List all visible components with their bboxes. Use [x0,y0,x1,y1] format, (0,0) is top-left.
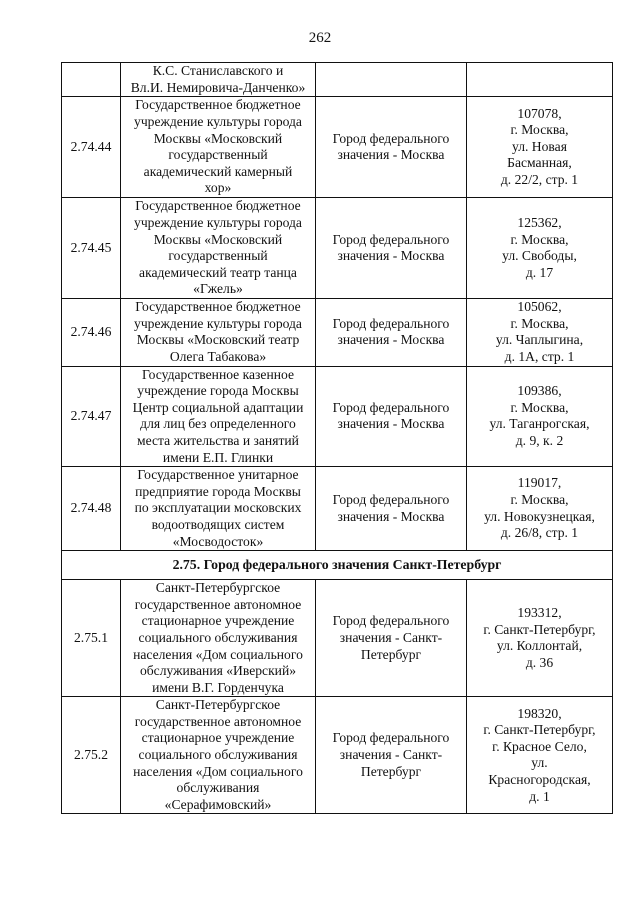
table-row [62,198,613,299]
address-cell: 107078, г. Москва, ул. Новая Басманная, д. 22/2, стр. 1 [467,97,613,198]
organization-name: Государственное бюджетное учреждение культуры города Москвы «Московский государственный академический театр танца «Гжель» [121,198,316,299]
row-number: 2.74.45 [62,198,121,299]
section-heading: 2.75. Город федерального значения Санкт-Петербург [62,551,613,580]
table-row [62,697,613,814]
organization-name: Государственное унитарное предприятие города Москвы по эксплуатации московских водоотводящих систем «Мосводосток» [121,467,316,551]
row-number: 2.74.47 [62,366,121,467]
table-row [62,63,613,97]
row-number: 2.74.48 [62,467,121,551]
organization-name: Государственное бюджетное учреждение культуры города Москвы «Московский государственный академический камерный хор» [121,97,316,198]
region-cell: Город федерального значения - Санкт- Петербург [316,697,467,814]
row-number [62,63,121,97]
address-cell: 105062, г. Москва, ул. Чаплыгина, д. 1А, стр. 1 [467,299,613,366]
organization-name: Санкт-Петербургское государственное автономное стационарное учреждение социального обслуживания населения «Дом социального обслуживания «Иверский» имени В.Г. Горденчука [121,580,316,697]
address-cell: 125362, г. Москва, ул. Свободы, д. 17 [467,198,613,299]
organization-name: К.С. Станиславского и Вл.И. Немировича-Данченко» [121,63,316,97]
address-cell [467,63,613,97]
organizations-table [61,62,613,814]
row-number: 2.75.2 [62,697,121,814]
organization-name: Государственное казенное учреждение города Москвы Центр социальной адаптации для лиц без определенного места жительства и занятий имени Е.П. Глинки [121,366,316,467]
organization-name: Государственное бюджетное учреждение культуры города Москвы «Московский театр Олега Табакова» [121,299,316,366]
address-cell: 109386, г. Москва, ул. Таганрогская, д. 9, к. 2 [467,366,613,467]
page-number: 262 [308,30,332,46]
row-number: 2.75.1 [62,580,121,697]
region-cell [316,63,467,97]
region-cell: Город федерального значения - Москва [316,366,467,467]
section-heading-row [62,551,613,580]
row-number: 2.74.44 [62,97,121,198]
region-cell: Город федерального значения - Москва [316,299,467,366]
table-row [62,299,613,366]
address-cell: 119017, г. Москва, ул. Новокузнецкая, д. 26/8, стр. 1 [467,467,613,551]
address-cell: 193312, г. Санкт-Петербург, ул. Коллонтай, д. 36 [467,580,613,697]
organization-name: Санкт-Петербургское государственное автономное стационарное учреждение социального обслуживания населения «Дом социального обслуживания «Серафимовский» [121,697,316,814]
region-cell: Город федерального значения - Санкт- Петербург [316,580,467,697]
table-row [62,467,613,551]
table-row [62,580,613,697]
table-row [62,97,613,198]
row-number: 2.74.46 [62,299,121,366]
table-row [62,366,613,467]
region-cell: Город федерального значения - Москва [316,97,467,198]
address-cell: 198320, г. Санкт-Петербург, г. Красное Село, ул. Красногородская, д. 1 [467,697,613,814]
region-cell: Город федерального значения - Москва [316,198,467,299]
region-cell: Город федерального значения - Москва [316,467,467,551]
